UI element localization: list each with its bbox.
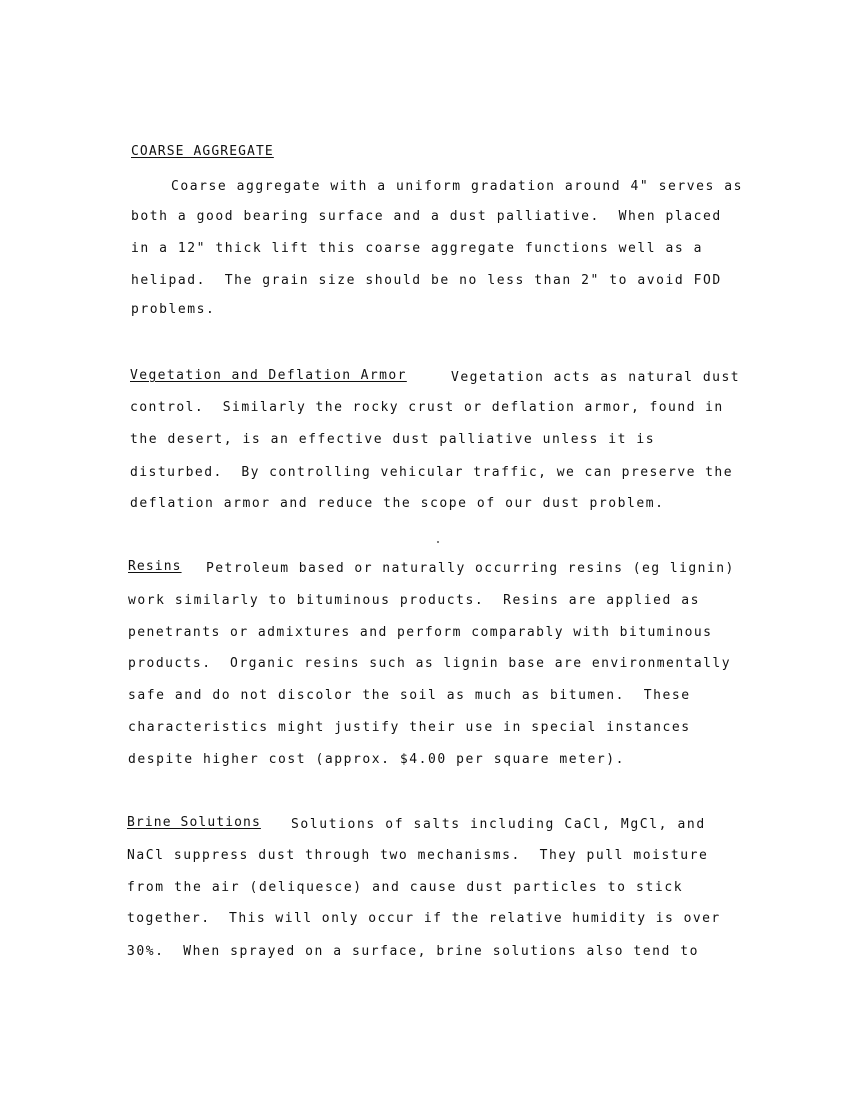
paragraph-line: the desert, is an effective dust palliative unless it is [130,432,656,447]
paragraph-line: from the air (deliquesce) and cause dust particles to stick [127,880,684,895]
paragraph-line: Solutions of salts including CaCl, MgCl, and [291,817,706,832]
paragraph-line: penetrants or admixtures and perform comparably with bituminous [128,625,713,640]
section-heading-brine-solutions: Brine Solutions [127,815,261,830]
paragraph-line: safe and do not discolor the soil as much as bitumen. These [128,688,691,703]
section-heading-coarse-aggregate: COARSE AGGREGATE [131,144,274,159]
paragraph-line: 30%. When sprayed on a surface, brine solutions also tend to [127,944,699,959]
paragraph-line: despite higher cost (approx. $4.00 per square meter). [128,752,625,767]
paragraph-line: control. Similarly the rocky crust or deflation armor, found in [130,400,724,415]
paragraph-line: Petroleum based or naturally occurring resins (eg lignin) [206,561,735,576]
paragraph-line: helipad. The grain size should be no less than 2" to avoid FOD [131,273,722,288]
paragraph-line: NaCl suppress dust through two mechanisms. They pull moisture [127,848,709,863]
paragraph-line: Vegetation acts as natural dust [451,370,741,385]
paragraph-line: together. This will only occur if the relative humidity is over [127,911,721,926]
paragraph-line: characteristics might justify their use in special instances [128,720,691,735]
paragraph-line: in a 12" thick lift this coarse aggregate functions well as a [131,241,703,256]
paragraph-line: disturbed. By controlling vehicular traffic, we can preserve the [130,465,733,480]
paragraph-line: both a good bearing surface and a dust palliative. When placed [131,209,722,224]
paragraph-line: Coarse aggregate with a uniform gradation around 4" serves as [171,179,743,194]
paragraph-line: problems. [131,302,216,317]
paragraph-line: deflation armor and reduce the scope of our dust problem. [130,496,665,511]
section-heading-vegetation: Vegetation and Deflation Armor [130,368,407,383]
section-heading-resins: Resins [128,559,182,574]
paragraph-line: products. Organic resins such as lignin base are environmentally [128,656,731,671]
scan-speck [437,541,439,543]
paragraph-line: work similarly to bituminous products. Resins are applied as [128,593,700,608]
